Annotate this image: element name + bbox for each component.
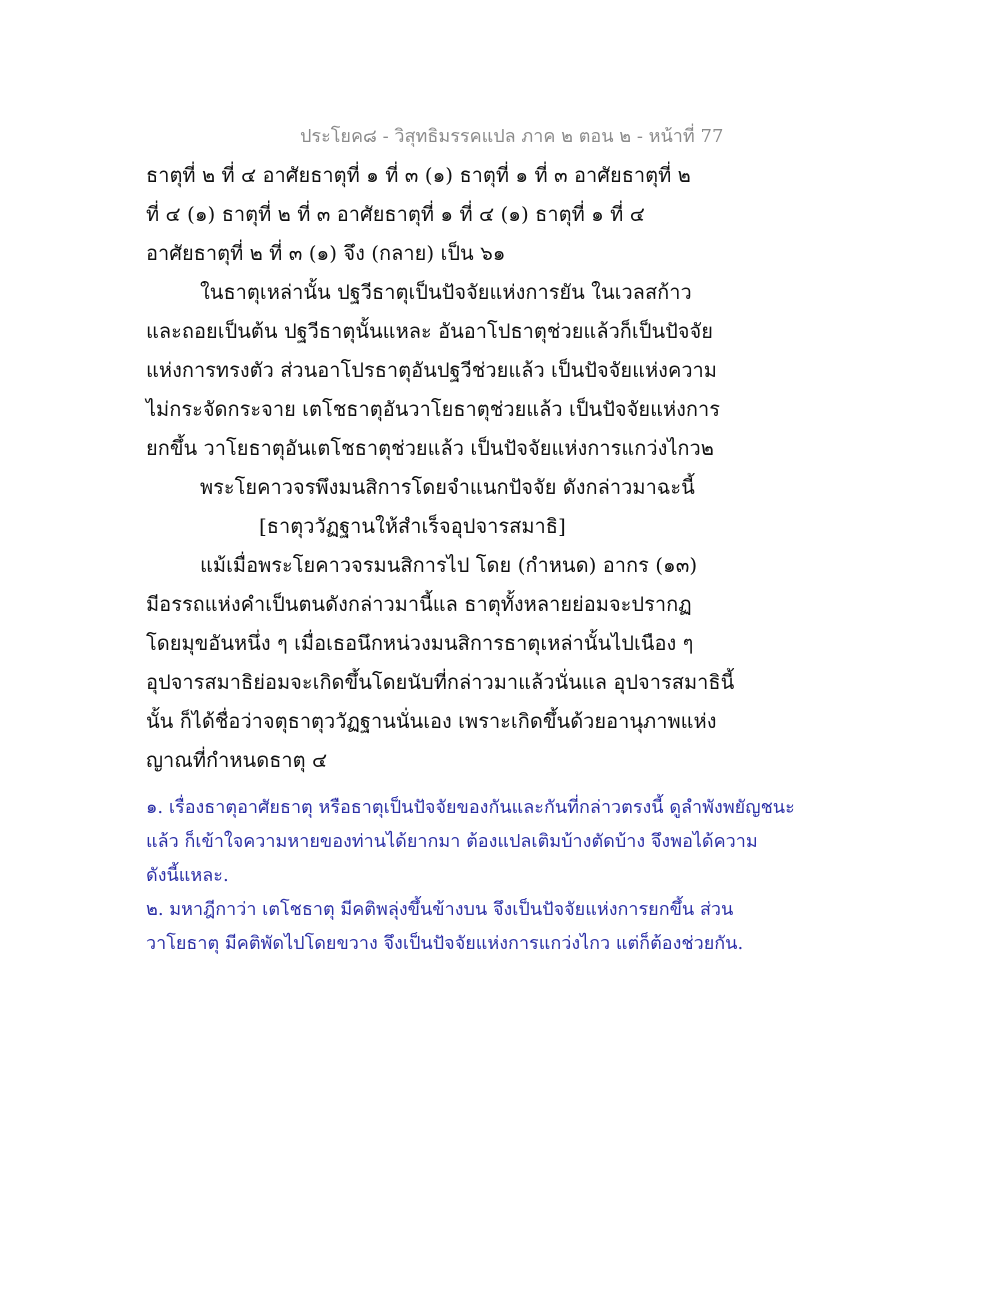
footnotes xyxy=(146,791,795,961)
page-header: ประโยค๘ - วิสุทธิมรรคแปล ภาค ๒ ตอน ๒ - หน้าที่ 77 xyxy=(300,126,724,147)
body-line: ธาตุที่ ๒ ที่ ๔ อาศัยธาตุที่ ๑ ที่ ๓ (๑) ธาตุที่ ๑ ที่ ๓ อาศัยธาตุที่ ๒ xyxy=(146,163,691,187)
body-line: อาศัยธาตุที่ ๒ ที่ ๓ (๑) จึง (กลาย) เป็น ๖๑ xyxy=(146,241,506,265)
body-line: และถอยเป็นต้น ปฐวีธาตุนั้นแหละ อันอาโปธาตุช่วยแล้วก็เป็นปัจจัย xyxy=(146,319,713,343)
body-line: โดยมุขอันหนึ่ง ๆ เมื่อเธอนึกหน่วงมนสิการธาตุเหล่านั้นไปเนือง ๆ xyxy=(146,631,694,655)
footnote-line: ๑. เรื่องธาตุอาศัยธาตุ หรือธาตุเป็นปัจจัยของกันและกันที่กล่าวตรงนี้ ดูลำพังพยัญชนะ xyxy=(146,797,795,818)
footnote-line: วาโยธาตุ มีคติพัดไปโดยขวาง จึงเป็นปัจจัยแห่งการแกว่งไกว แต่ก็ต้องช่วยกัน. xyxy=(146,933,744,954)
body-line: ที่ ๔ (๑) ธาตุที่ ๒ ที่ ๓ อาศัยธาตุที่ ๑ ที่ ๔ (๑) ธาตุที่ ๑ ที่ ๔ xyxy=(146,202,645,226)
body-line: มีอรรถแห่งคำเป็นตนดังกล่าวมานี้แล ธาตุทั้งหลายย่อมจะปรากฏ xyxy=(146,592,692,616)
paragraph-start-line: พระโยคาวจรพึงมนสิการโดยจำแนกปัจจัย ดังกล่าวมาฉะนี้ xyxy=(200,475,695,499)
footnote-line: ดังนี้แหละ. xyxy=(146,865,229,886)
footnote-line: ๒. มหาฎีกาว่า เตโชธาตุ มีคติพลุ่งขึ้นข้างบน จึงเป็นปัจจัยแห่งการยกขึ้น ส่วน xyxy=(146,899,734,920)
body-line: แห่งการทรงตัว ส่วนอาโปรธาตุอันปฐวีช่วยแล้ว เป็นปัจจัยแห่งความ xyxy=(146,358,717,382)
paragraph-start-line: ในธาตุเหล่านั้น ปฐวีธาตุเป็นปัจจัยแห่งการยัน ในเวลสก้าว xyxy=(200,280,692,304)
body-line: นั้น ก็ได้ชื่อว่าจตุธาตุววัฏฐานนั่นเอง เพราะเกิดขึ้นด้วยอานุภาพแห่ง xyxy=(146,709,717,733)
section-heading: [ธาตุววัฏฐานให้สำเร็จอุปจารสมาธิ] xyxy=(259,514,566,538)
body-line: ญาณที่กำหนดธาตุ ๔ xyxy=(146,748,328,772)
paragraph-start-line: แม้เมื่อพระโยคาวจรมนสิการไป โดย (กำหนด) อากร (๑๓) xyxy=(200,553,698,577)
body-text xyxy=(146,156,766,780)
body-line: ยกขึ้น วาโยธาตุอันเตโชธาตุช่วยแล้ว เป็นปัจจัยแห่งการแกว่งไกว๒ xyxy=(146,436,714,460)
footnote-line: แล้ว ก็เข้าใจความหายของท่านได้ยากมา ต้องแปลเติมบ้างตัดบ้าง จึงพอได้ความ xyxy=(146,831,758,852)
body-line: อุปจารสมาธิย่อมจะเกิดขึ้นโดยนับที่กล่าวมาแล้วนั่นแล อุปจารสมาธินี้ xyxy=(146,670,735,694)
body-line: ไม่กระจัดกระจาย เตโชธาตุอันวาโยธาตุช่วยแล้ว เป็นปัจจัยแห่งการ xyxy=(146,397,720,421)
